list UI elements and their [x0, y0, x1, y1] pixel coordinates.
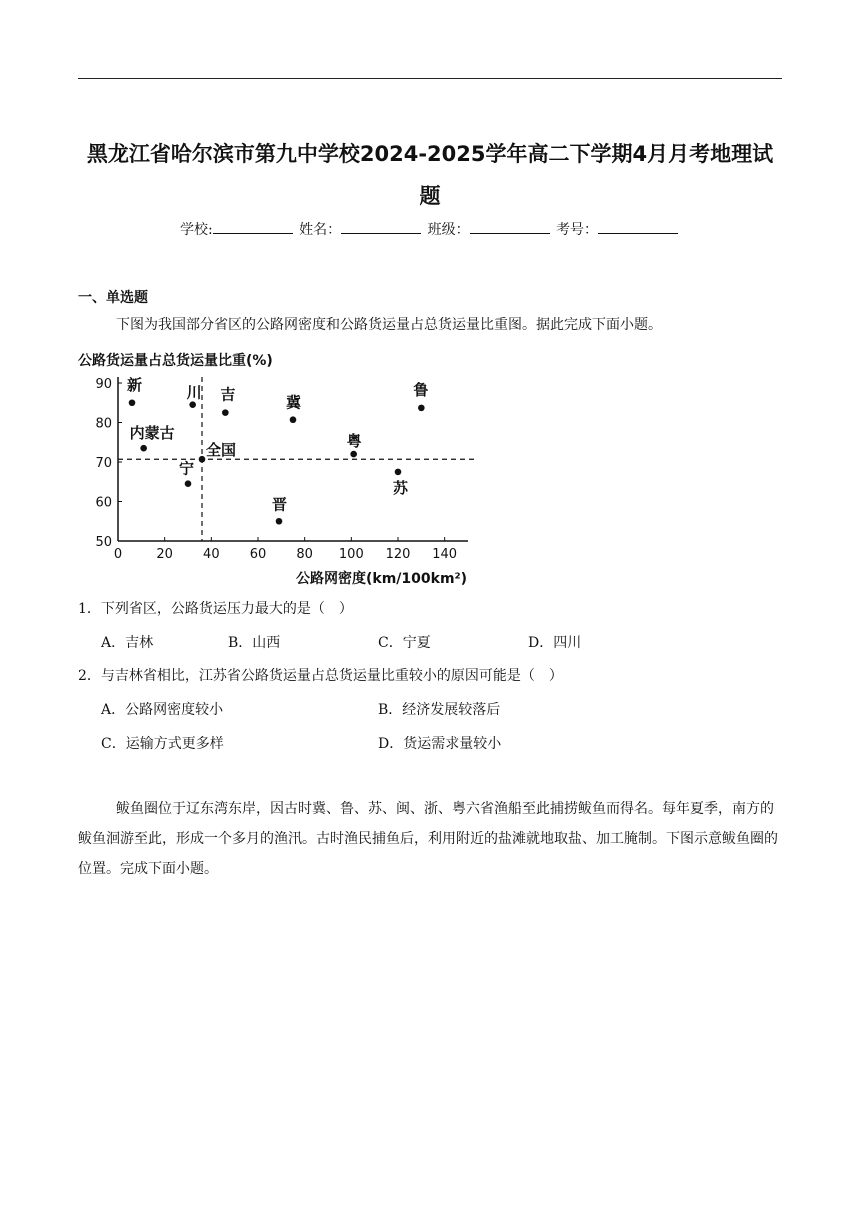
q2-option-b[interactable]: B．经济发展较落后: [378, 702, 501, 718]
x-tick-label: 100: [338, 547, 364, 562]
data-point: [350, 451, 357, 458]
y-tick-label: 90: [95, 377, 112, 392]
y-axis-label: 公路货运量占总货运量比重(%): [78, 353, 273, 369]
data-point: [395, 469, 402, 476]
y-tick-label: 70: [95, 456, 112, 471]
exam-title-line2: 题: [419, 184, 441, 208]
q2-option-d[interactable]: D．货运需求量较小: [378, 736, 502, 752]
name-blank[interactable]: [341, 219, 421, 234]
point-label: 苏: [393, 478, 409, 497]
student-info-line: [0, 219, 860, 239]
x-tick-label: 120: [385, 547, 411, 562]
data-point: [189, 401, 196, 408]
y-tick-label: 80: [95, 416, 112, 432]
x-tick-label: 0: [113, 547, 123, 562]
data-point: [418, 405, 425, 412]
chart-plot-area: [95, 376, 476, 562]
q2-option-c[interactable]: C．运输方式更多样: [101, 736, 224, 752]
y-tick-label: 60: [95, 495, 112, 511]
question-1-stem: 1．下列省区，公路货运压力最大的是（ ）: [78, 601, 353, 617]
point-label: 鲁: [413, 380, 429, 399]
data-point: [140, 445, 147, 452]
x-tick-label: 20: [156, 547, 173, 562]
intro-paragraph-2: [78, 794, 782, 884]
intro-text-1: 下图为我国部分省区的公路网密度和公路货运量占总货运量比重图。据此完成下面小题。: [116, 317, 662, 333]
y-tick-label: 50: [95, 535, 112, 550]
school-blank[interactable]: [213, 219, 293, 234]
q1-option-c[interactable]: C．宁夏: [378, 635, 431, 651]
class-blank[interactable]: [470, 219, 550, 234]
data-point: [199, 456, 206, 463]
point-label: 晋: [272, 495, 288, 514]
point-label: 新: [127, 375, 143, 394]
intro-text-2: 鲅鱼圈位于辽东湾东岸，因古时冀、鲁、苏、闽、浙、粤六省渔船至此捕捞鲅鱼而得名。每年夏季，南方的鲅鱼洄游至此，形成一个多月的渔汛。古时渔民捕鱼后，利用附近的盐滩就地取盐、加工腌制。下图示意鲅鱼圈的位置。完成下面小题。: [78, 801, 778, 877]
x-tick-label: 80: [296, 547, 313, 562]
data-point: [129, 399, 136, 406]
point-label: 吉: [220, 385, 236, 404]
field-label-school: 学校:: [179, 222, 213, 238]
point-label: 粤: [346, 432, 362, 451]
field-label-name: 姓名：: [299, 222, 342, 238]
data-point: [222, 409, 229, 416]
data-point: [185, 480, 192, 487]
x-axis-label: 公路网密度(km/100km²): [296, 571, 468, 587]
q1-option-b[interactable]: B．山西: [228, 635, 281, 651]
x-tick-label: 140: [432, 547, 458, 562]
point-label: 川: [186, 383, 202, 402]
point-label: 全国: [206, 441, 237, 460]
field-label-class: 班级：: [427, 222, 470, 238]
scatter-chart: [78, 343, 498, 588]
data-point: [290, 416, 297, 423]
point-label: 宁: [179, 459, 195, 478]
q1-option-d[interactable]: D．四川: [528, 635, 582, 651]
intro-paragraph-1: [78, 310, 782, 340]
data-point: [276, 518, 283, 525]
section-heading: 一、单选题: [78, 290, 148, 306]
q2-option-a[interactable]: A．公路网密度较小: [101, 702, 224, 718]
q1-option-a[interactable]: A．吉林: [101, 635, 154, 651]
top-rule: [78, 78, 782, 79]
exam-title-line1: 黑龙江省哈尔滨市第九中学校2024-2025学年高二下学期4月月考地理试: [86, 142, 774, 166]
field-label-exam-number: 考号：: [556, 222, 599, 238]
exam-number-blank[interactable]: [598, 219, 678, 234]
point-label: 冀: [286, 393, 302, 412]
x-tick-label: 40: [203, 547, 220, 562]
x-tick-label: 60: [249, 547, 267, 562]
question-2-stem: 2．与吉林省相比，江苏省公路货运量占总货运量比重较小的原因可能是（ ）: [78, 668, 563, 684]
point-label: 内蒙古: [129, 424, 175, 443]
